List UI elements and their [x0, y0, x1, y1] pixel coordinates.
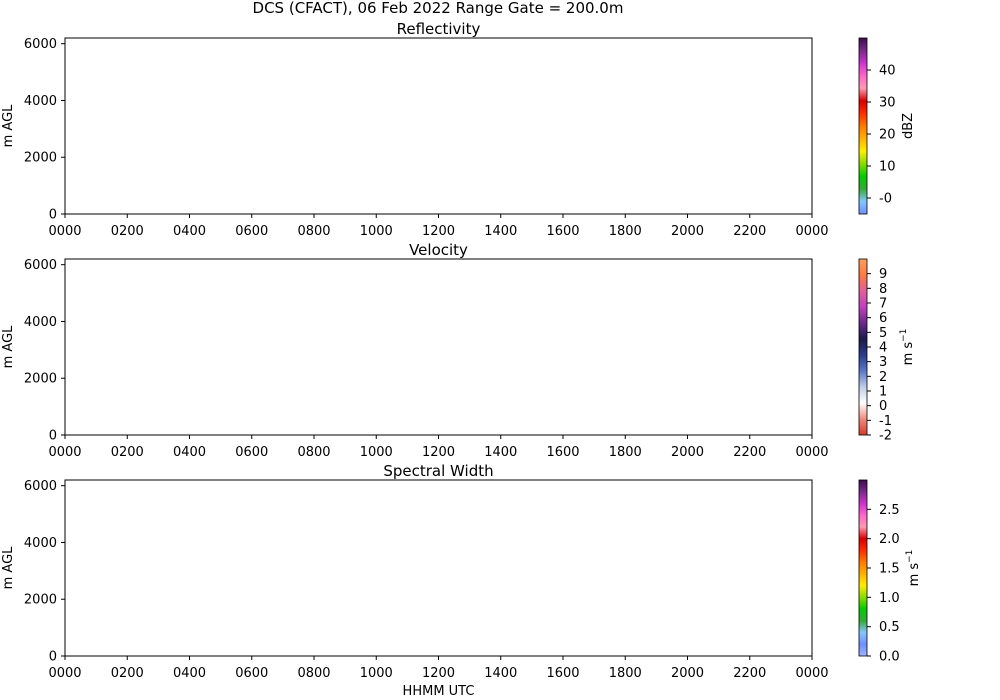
panel-title: Reflectivity — [396, 20, 481, 38]
x-tick-label: 1200 — [421, 445, 456, 460]
x-tick-label: 1600 — [546, 224, 580, 239]
panel-title: Velocity — [409, 241, 468, 259]
x-tick-label: 0600 — [235, 445, 269, 460]
colorbar-tick-label: 40 — [879, 63, 896, 79]
colorbar-tick-label: 0 — [879, 399, 888, 415]
y-tick-label: 2000 — [23, 592, 57, 608]
colorbar-tick-label: 1.5 — [879, 561, 900, 577]
panel-2 — [1, 241, 916, 460]
panel-title: Spectral Width — [383, 462, 494, 480]
x-tick-label: 0000 — [795, 666, 829, 681]
colorbar-tick-label: 2.0 — [879, 532, 900, 548]
x-tick-label: 2000 — [670, 445, 705, 460]
colorbar — [859, 259, 867, 435]
y-tick-label: 6000 — [23, 479, 57, 495]
x-tick-label: 1000 — [359, 666, 393, 681]
x-tick-label: 0000 — [48, 666, 82, 681]
y-tick-label: 0 — [48, 428, 57, 444]
colorbar-tick-label: 1 — [879, 384, 888, 400]
colorbar-label — [901, 113, 916, 139]
x-tick-label: 0000 — [795, 445, 829, 460]
x-tick-label: 1800 — [608, 445, 642, 460]
colorbar-label-text: dBZ — [901, 112, 916, 140]
panel-3 — [1, 462, 922, 699]
x-tick-label: 1800 — [608, 224, 642, 239]
colorbar-tick-label: 2.5 — [879, 502, 900, 518]
colorbar-tick-label: 5 — [879, 325, 888, 341]
colorbar — [859, 480, 867, 656]
colorbar-tick-label: 4 — [879, 340, 888, 356]
y-axis-label: m AGL — [1, 325, 16, 369]
x-tick-label: 1000 — [359, 445, 393, 460]
x-tick-label: 0000 — [795, 224, 829, 239]
colorbar — [859, 38, 867, 214]
y-axis-label: m AGL — [1, 546, 16, 590]
colorbar-label-text: m s — [907, 562, 922, 587]
x-tick-label: 1600 — [546, 666, 580, 681]
colorbar-label-text: m s — [901, 341, 916, 366]
x-tick-label: 1400 — [484, 224, 518, 239]
y-axis-label: m AGL — [1, 104, 16, 148]
plot-area — [65, 38, 812, 214]
figure-suptitle: DCS (CFACT), 06 Feb 2022 Range Gate = 200.0m — [252, 0, 624, 17]
y-tick-label: 2000 — [23, 371, 57, 387]
plot-area — [65, 480, 812, 656]
x-tick-label: 0400 — [172, 224, 207, 239]
x-tick-label: 2200 — [733, 445, 767, 460]
y-tick-label: 4000 — [23, 314, 57, 330]
x-tick-label: 1200 — [421, 666, 456, 681]
colorbar-tick-label: -0 — [879, 191, 892, 207]
colorbar-tick-label: 0.0 — [879, 649, 900, 665]
plot-area — [65, 259, 812, 435]
colorbar-tick-label: 3 — [879, 355, 888, 371]
y-tick-label: 2000 — [23, 150, 57, 166]
x-tick-label: 0600 — [235, 666, 269, 681]
y-tick-label: 4000 — [23, 93, 57, 109]
x-tick-label: 0000 — [48, 224, 82, 239]
colorbar-tick-label: 9 — [879, 267, 888, 283]
colorbar-tick-label: 2 — [879, 369, 888, 385]
colorbar-tick-label: 7 — [879, 296, 888, 312]
x-tick-label: 0400 — [172, 445, 207, 460]
x-tick-label: 1400 — [484, 666, 518, 681]
y-tick-label: 0 — [48, 649, 57, 665]
colorbar-label-superscript: −1 — [905, 549, 915, 563]
x-tick-label: 0600 — [235, 224, 269, 239]
colorbar-tick-label: 6 — [879, 311, 888, 327]
x-tick-label: 2200 — [733, 666, 767, 681]
colorbar-tick-label: -2 — [879, 428, 892, 444]
colorbar-tick-label: 1.0 — [879, 590, 900, 606]
colorbar-tick-label: 10 — [879, 159, 896, 175]
colorbar-tick-label: 30 — [879, 95, 896, 111]
x-tick-label: 0800 — [297, 445, 331, 460]
x-axis-label: HHMM UTC — [402, 684, 475, 699]
colorbar-tick-label: 8 — [879, 281, 888, 297]
panel-1 — [1, 20, 916, 239]
y-tick-label: 0 — [48, 207, 57, 223]
x-tick-label: 0000 — [48, 445, 82, 460]
x-tick-label: 0200 — [110, 224, 144, 239]
y-tick-label: 6000 — [23, 37, 57, 53]
x-tick-label: 1600 — [546, 445, 580, 460]
colorbar-tick-label: 20 — [879, 127, 896, 143]
x-tick-label: 0200 — [110, 445, 144, 460]
x-tick-label: 2200 — [733, 224, 767, 239]
colorbar-tick-label: 0.5 — [879, 620, 900, 636]
colorbar-label — [899, 329, 916, 366]
x-tick-label: 2000 — [670, 666, 705, 681]
colorbar-label-superscript: −1 — [899, 328, 909, 342]
colorbar-label — [905, 550, 922, 587]
x-tick-label: 1200 — [421, 224, 456, 239]
x-tick-label: 1400 — [484, 445, 518, 460]
colorbar-tick-label: -1 — [879, 413, 892, 429]
y-tick-label: 4000 — [23, 535, 57, 551]
x-tick-label: 2000 — [670, 224, 705, 239]
x-tick-label: 0800 — [297, 666, 331, 681]
x-tick-label: 0200 — [110, 666, 144, 681]
x-tick-label: 1000 — [359, 224, 393, 239]
x-tick-label: 0400 — [172, 666, 207, 681]
y-tick-label: 6000 — [23, 258, 57, 274]
x-tick-label: 1800 — [608, 666, 642, 681]
x-tick-label: 0800 — [297, 224, 331, 239]
